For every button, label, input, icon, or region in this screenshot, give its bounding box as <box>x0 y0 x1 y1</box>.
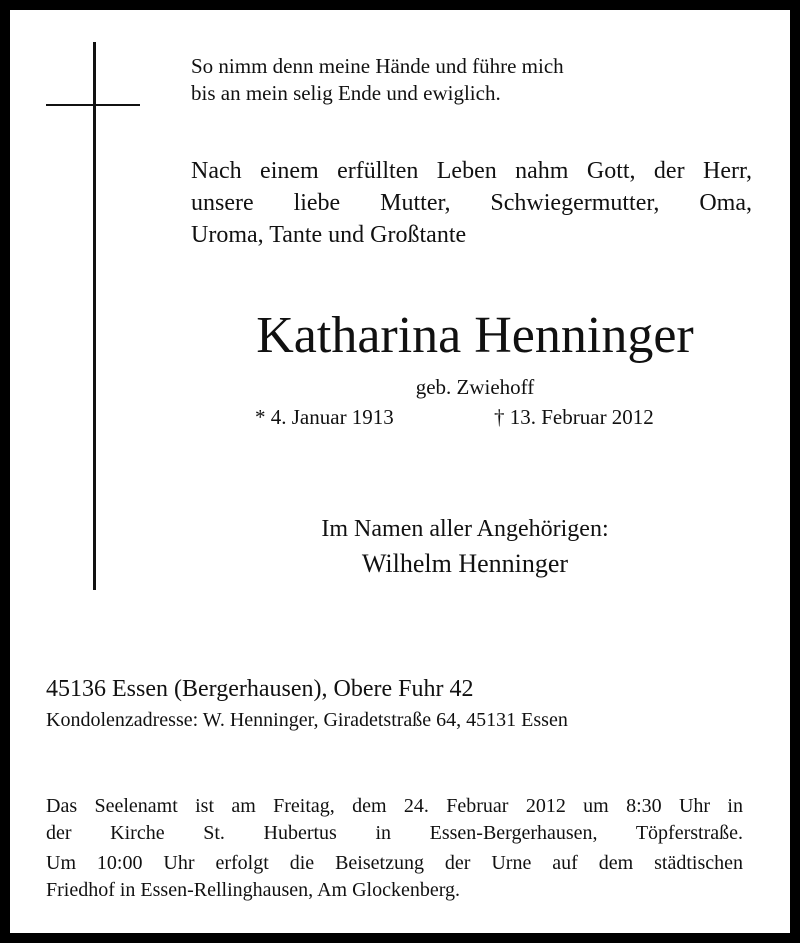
intro-text <box>191 155 752 251</box>
verse-line: bis an mein selig Ende und ewiglich. <box>191 81 501 105</box>
mass-line: der Kirche St. Hubertus in Essen-Bergerhausen, Töpferstraße. <box>46 822 743 844</box>
birth-date: * 4. Januar 1913 <box>255 405 394 429</box>
intro-line: Nach einem erfüllten Leben nahm Gott, der Herr, <box>191 158 752 184</box>
intro-line: Uroma, Tante und Großtante <box>191 222 467 248</box>
maiden-name: geb. Zwiehoff <box>415 375 535 399</box>
mass-info <box>46 793 743 847</box>
intro-line: unsere liebe Mutter, Schwiegermutter, Oma, <box>191 190 752 216</box>
verse-line: So nimm denn meine Hände und führe mich <box>191 54 564 78</box>
condolence-address: Kondolenzadresse: W. Henninger, Giradetstraße 64, 45131 Essen <box>46 709 568 731</box>
signoff-label: Im Namen aller Angehörigen: <box>321 516 609 542</box>
burial-line: Um 10:00 Uhr erfolgt die Beisetzung der Urne auf dem städtischen <box>46 852 743 874</box>
mass-line: Das Seelenamt ist am Freitag, dem 24. Februar 2012 um 8:30 Uhr in <box>46 795 743 817</box>
cross-icon-crossbar <box>46 104 140 106</box>
residence-address: 45136 Essen (Bergerhausen), Obere Fuhr 42 <box>46 676 474 702</box>
burial-line: Friedhof in Essen-Rellinghausen, Am Glockenberg. <box>46 879 461 901</box>
signer-name: Wilhelm Henninger <box>361 549 569 578</box>
death-date: † 13. Februar 2012 <box>494 405 654 429</box>
verse <box>191 53 564 107</box>
burial-info <box>46 850 743 904</box>
deceased-name: Katharina Henninger <box>256 307 694 364</box>
obituary-notice <box>10 10 790 933</box>
